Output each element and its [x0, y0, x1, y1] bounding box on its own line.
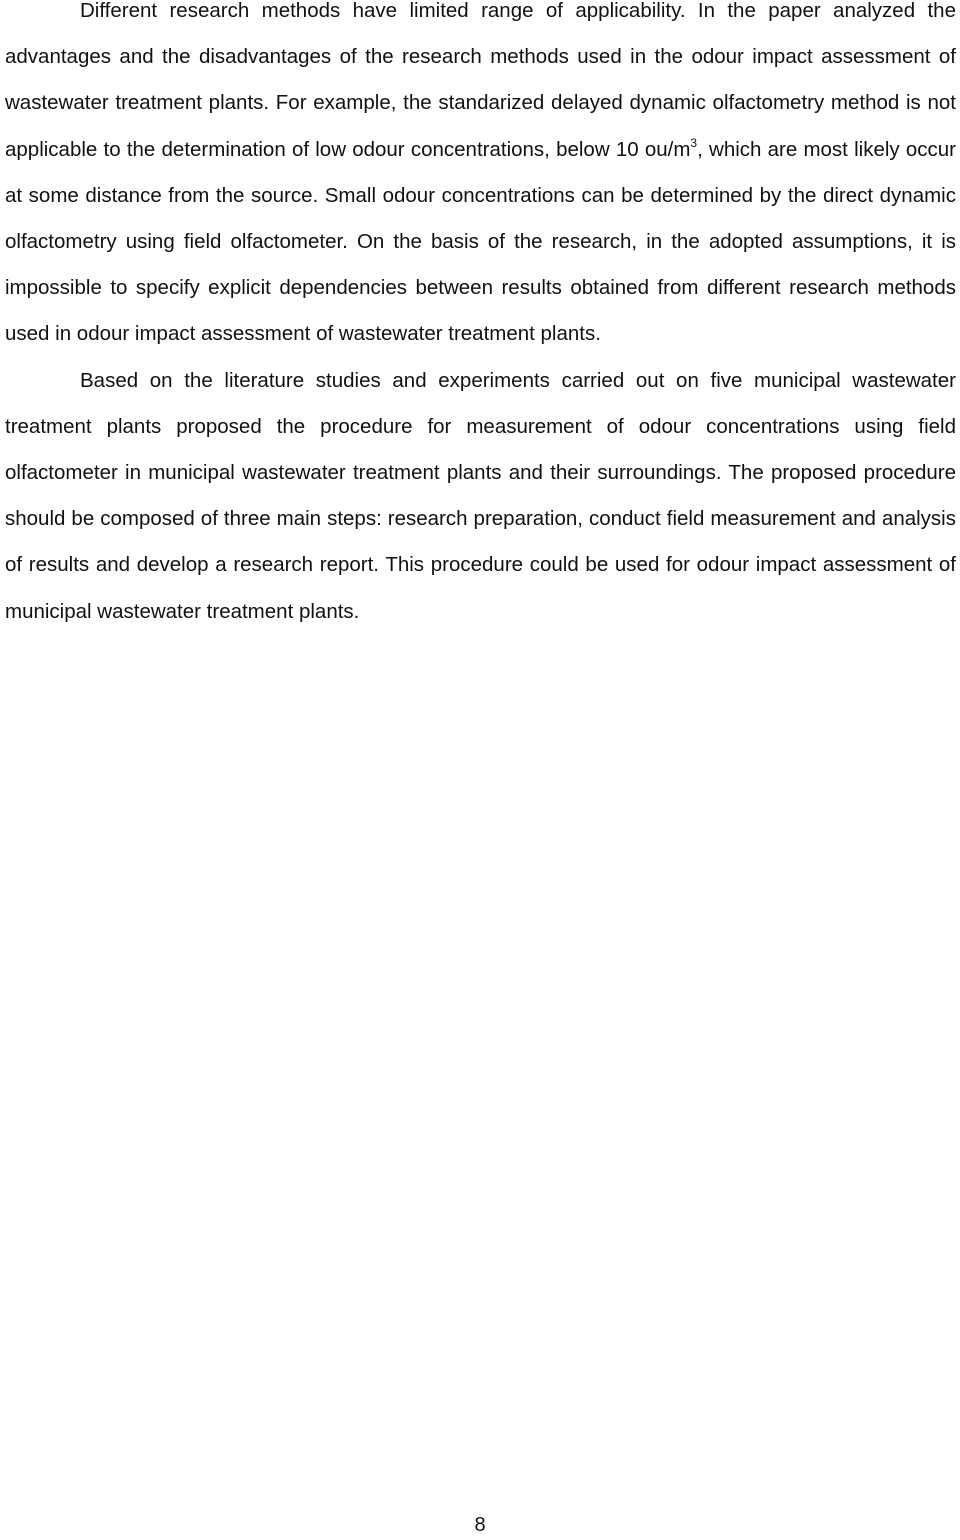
paragraph-proposed-procedure: Based on the literature studies and experiments carried out on five municipal wastewater treatment plants proposed the procedure for measurement of odour concentrations using field olfactometer in municipal wastewater treatment plants and their surroundings. The proposed procedure should be composed of three main steps: research preparation, conduct field measurement and analysis of results and develop a research report. This procedure could be used for odour impact assessment of municipal wastewater treatment plants. — [5, 368, 956, 623]
paragraph-text-continued: , which are most likely occur at some distance from the source. Small odour concentrations can be determined by the direct dynamic olfactometry using field olfactometer. On the basis of the research, in the adopted assumptions, it is impossible to specify explicit dependencies between results obtained from different research methods used in odour impact assessment of wastewater treatment plants. — [5, 137, 956, 346]
document-body — [5, 0, 956, 635]
page-number: 8 — [474, 1514, 486, 1536]
paragraph-research-methods — [5, 0, 956, 358]
paragraph-text: Different research methods have limited range of applicability. In the paper analyzed the advantages and the disadvantages of the research methods used in the odour impact assessment of wastewater treatment plants. For example, the standarized delayed dynamic olfactometry method is not applicable to the determination of low odour concentrations, below 10 ou/m — [5, 0, 956, 161]
superscript-exponent: 3 — [690, 135, 698, 150]
